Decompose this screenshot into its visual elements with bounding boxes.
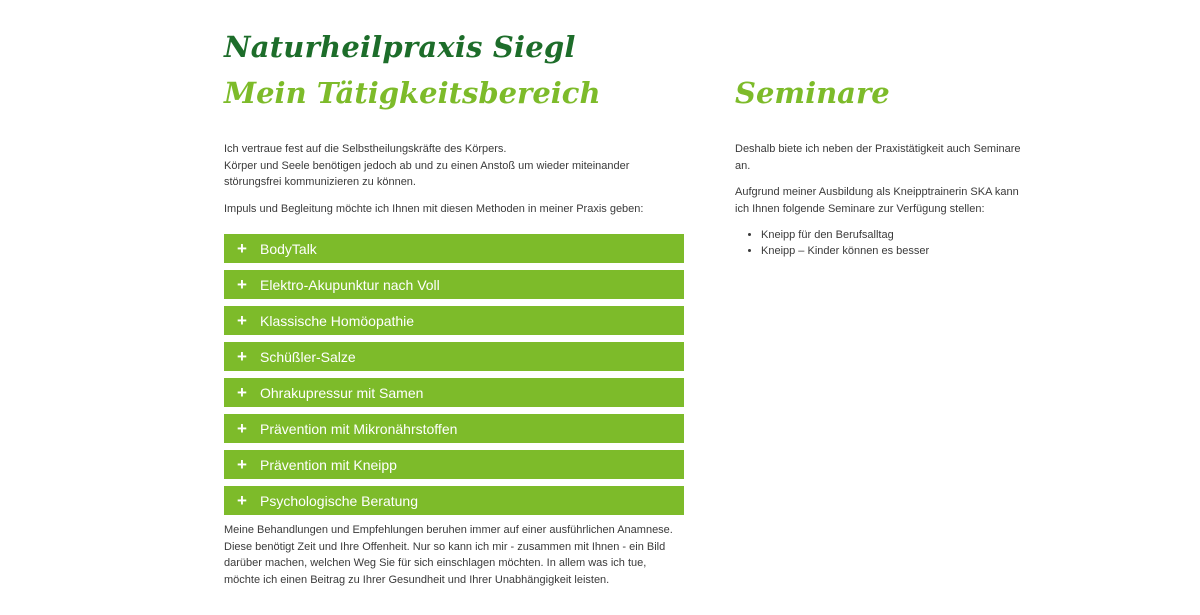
plus-icon: + <box>237 347 247 366</box>
accordion-label: Klassische Homöopathie <box>260 312 415 329</box>
site-title[interactable]: Naturheilpraxis Siegl <box>224 30 576 64</box>
seminars-list <box>735 227 1035 259</box>
plus-icon: + <box>237 455 247 474</box>
accordion-item-mikronaehrstoffe[interactable] <box>224 414 684 443</box>
accordion-label: BodyTalk <box>260 240 317 257</box>
accordion-label: Elektro-Akupunktur nach Voll <box>260 276 440 293</box>
plus-icon: + <box>237 491 247 510</box>
accordion-label: Ohrakupressur mit Samen <box>260 384 424 401</box>
accordion-label: Prävention mit Mikronährstoffen <box>260 420 458 437</box>
plus-icon: + <box>237 311 247 330</box>
main-content <box>224 141 684 598</box>
plus-icon: + <box>237 383 247 402</box>
intro-line-2: Körper und Seele benötigen jedoch ab und zu einen Anstoß um wieder miteinander störungsfrei kommunizieren zu können. <box>224 159 630 188</box>
accordion-item-bodytalk[interactable] <box>224 234 684 263</box>
accordion-item-ohrakupressur[interactable] <box>224 378 684 407</box>
list-item: • Kneipp für den Berufsalltag <box>761 227 1035 243</box>
plus-icon: + <box>237 239 247 258</box>
seminars-text-1: Deshalb biete ich neben der Praxistätigkeit auch Seminare an. <box>735 143 1021 172</box>
methods-intro: Impuls und Begleitung möchte ich Ihnen mit diesen Methoden in meiner Praxis geben: <box>224 202 644 215</box>
seminars-heading: Seminare <box>735 76 890 110</box>
accordion-item-kneipp[interactable] <box>224 450 684 479</box>
accordion-label: Prävention mit Kneipp <box>260 456 397 473</box>
accordion-item-psychologische-beratung[interactable] <box>224 486 684 515</box>
methods-accordion <box>224 234 684 515</box>
accordion-label: Psychologische Beratung <box>260 492 418 509</box>
main-heading: Mein Tätigkeitsbereich <box>224 76 601 110</box>
intro-paragraph <box>224 141 684 191</box>
intro-line-1: Ich vertraue fest auf die Selbstheilungskräfte des Körpers. <box>224 143 507 155</box>
accordion-item-elektro-akupunktur[interactable] <box>224 270 684 299</box>
accordion-label: Schüßler-Salze <box>260 348 356 365</box>
accordion-item-schuessler-salze[interactable] <box>224 342 684 371</box>
closing-paragraph: Meine Behandlungen und Empfehlungen beruhen immer auf einer ausführlichen Anamnese. Diese benötigt Zeit und Ihre Offenheit. Nur so kann ich mir - zusammen mit Ihnen - ein Bild darüber machen, welchen Weg Sie für sich einschlagen möchten. In allem was ich tue, möchte ich einen Beitrag zu Ihrer Gesundheit und Ihrer Unabhängigkeit leisten. <box>224 524 673 586</box>
seminars-text-2: Aufgrund meiner Ausbildung als Kneipptrainerin SKA kann ich Ihnen folgende Seminare zur Verfügung stellen: <box>735 186 1019 215</box>
seminars-sidebar <box>735 141 1035 259</box>
plus-icon: + <box>237 419 247 438</box>
plus-icon: + <box>237 275 247 294</box>
list-item: • Kneipp – Kinder können es besser <box>761 243 1035 259</box>
accordion-item-homoeopathie[interactable] <box>224 306 684 335</box>
